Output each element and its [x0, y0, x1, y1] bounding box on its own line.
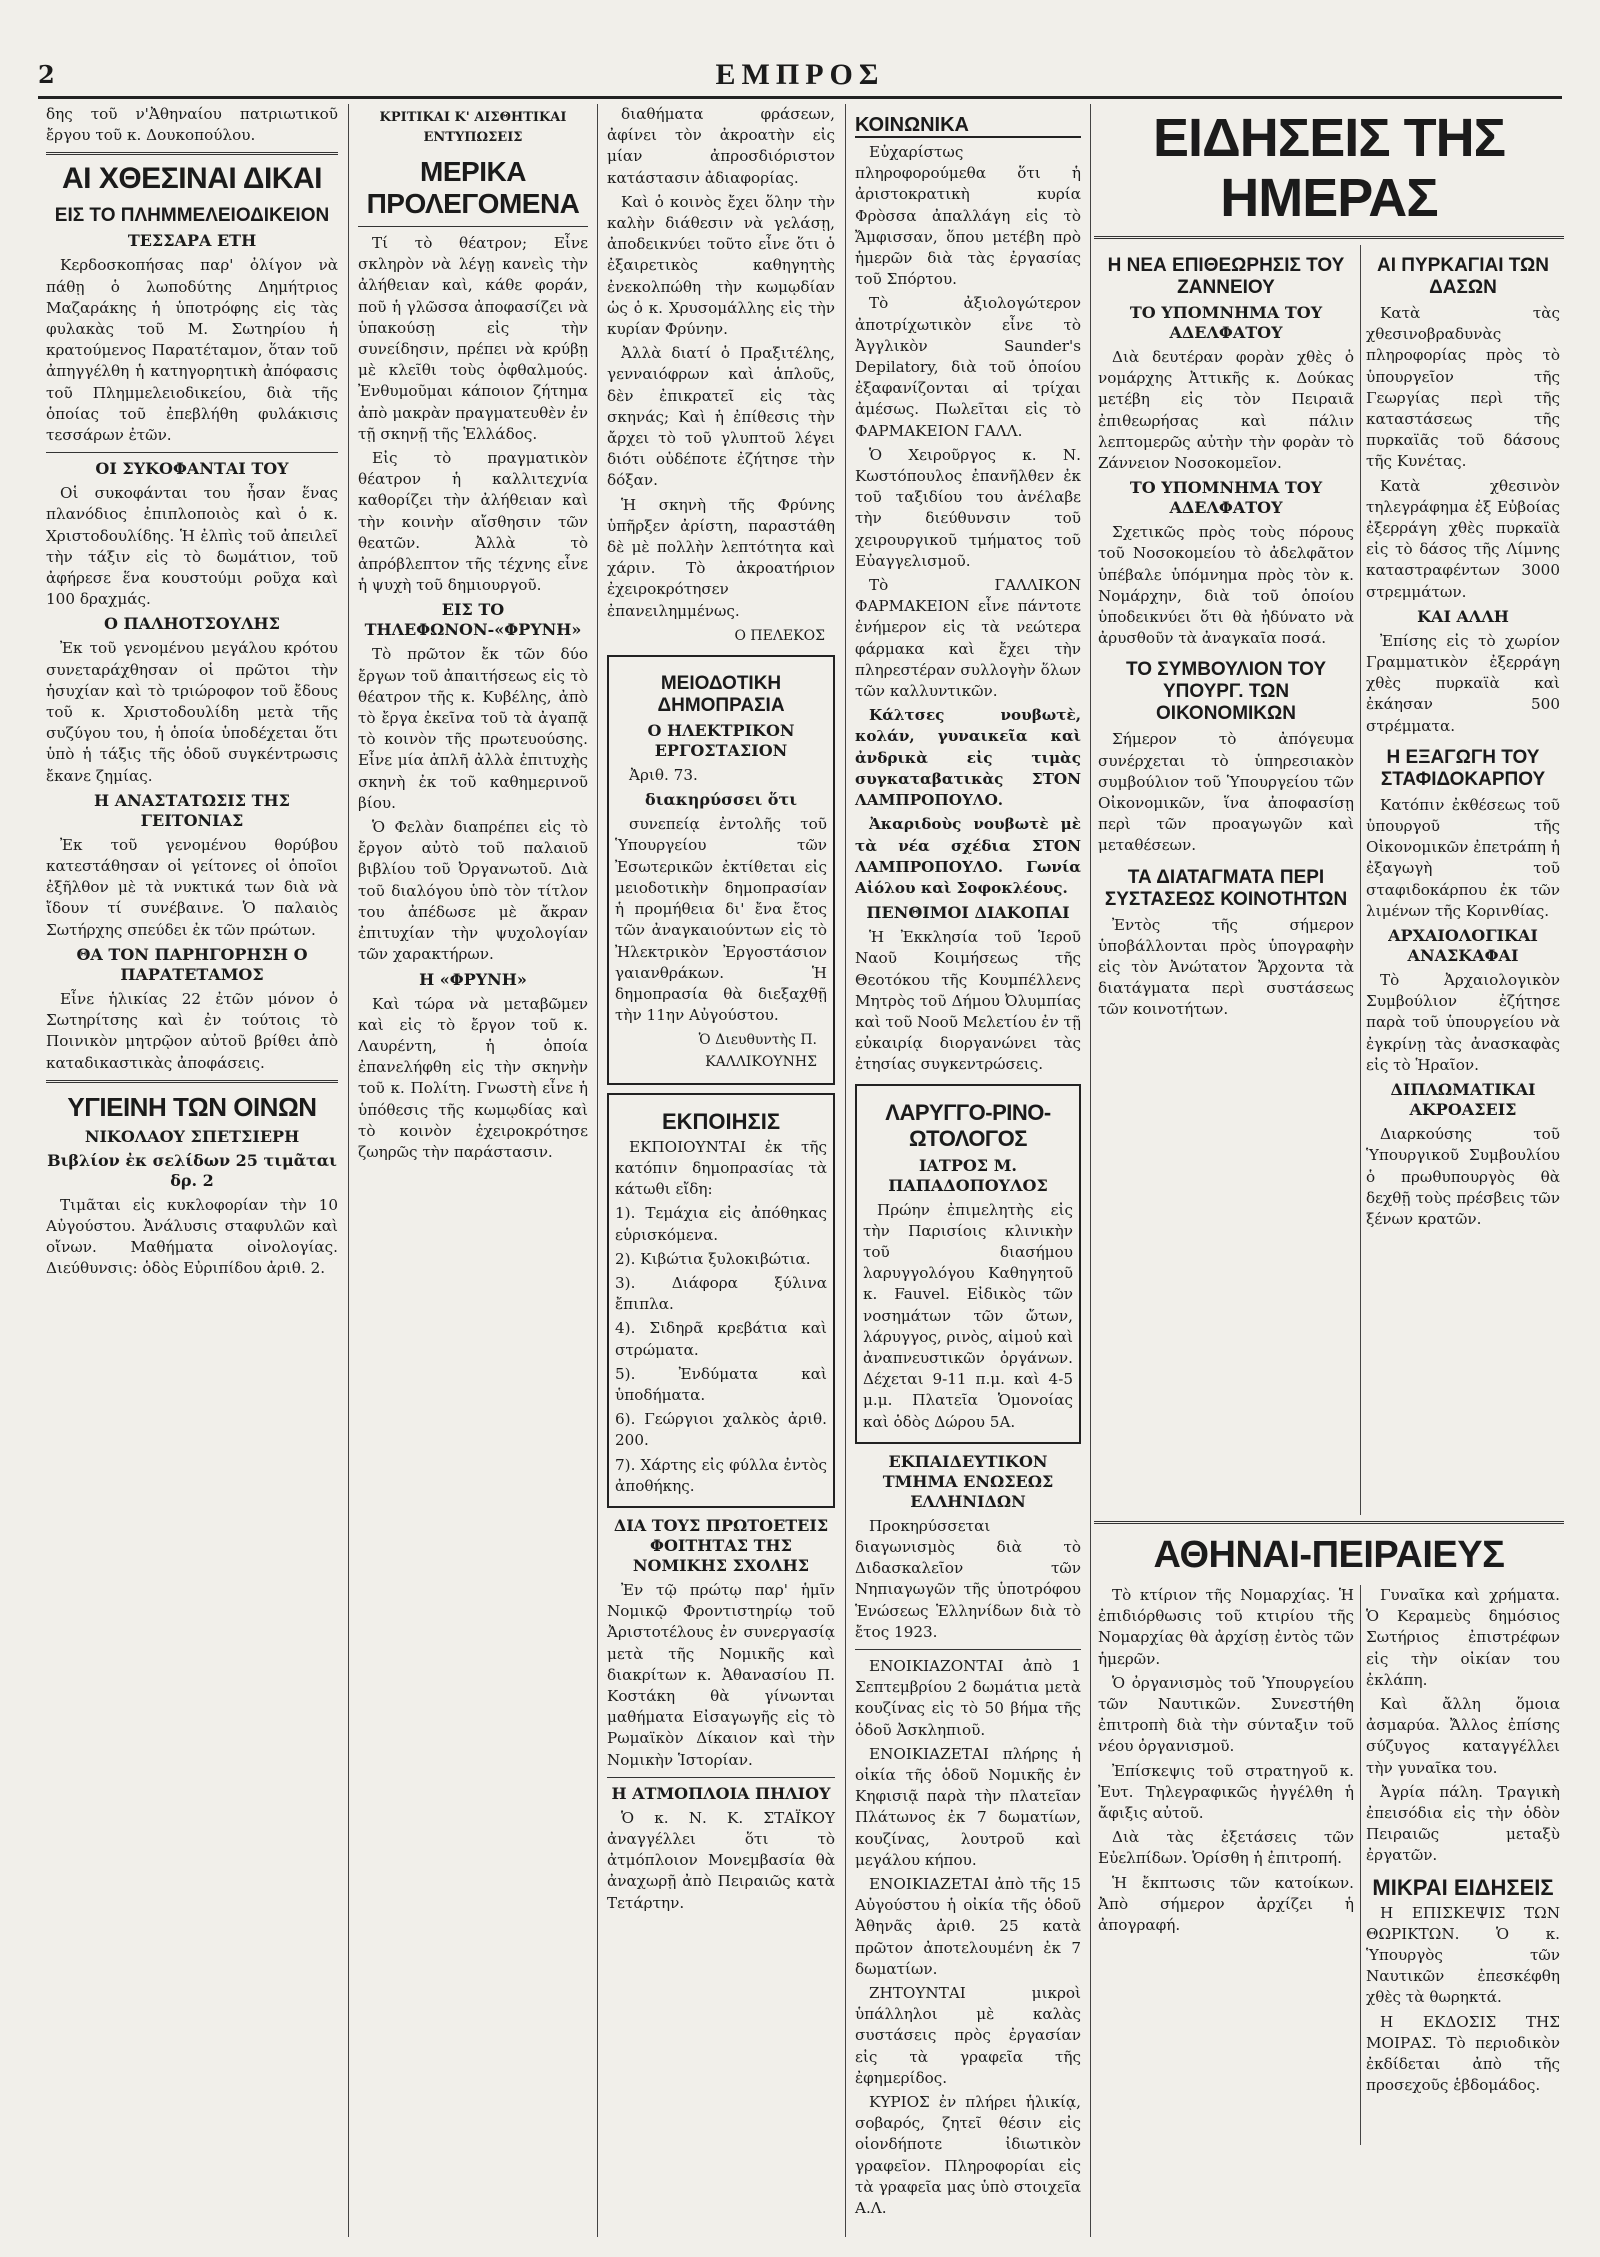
list-item: 4). Σιδηρᾶ κρεβάτια καὶ στρώματα.: [615, 1319, 827, 1359]
paragraph: ΕΚΠΟΙΟΥΝΤΑΙ ἐκ τῆς κατόπιν δημοπρασίας τὰ κάτωθι εἴδη:: [615, 1137, 827, 1199]
news-title: ΕΙΔΗΣΕΙΣ ΤΗΣ ΗΜΕΡΑΣ: [1152, 108, 1506, 228]
paragraph: Σχετικῶς πρὸς τοὺς πόρους τοῦ Νοσοκομείου τὸ ἀδελφᾶτον ὑπέβαλε ὑπόμνημα πρὸς τὸν κ. Νομάρχην, διὰ τοῦ ὁποίου ὑποδεικνύει ὅτι θὰ ἠδύνατο νὰ ἀρυσθοῦν τὰ ἀναγκαῖα ποσά.: [1098, 523, 1354, 648]
column-rule: [1090, 104, 1091, 2237]
list-item: 7). Χάρτης εἰς φύλλα ἐντὸς ἀποθήκης.: [615, 1455, 827, 1495]
section-subheading: ΤΟ ΥΠΟΜΝΗΜΑ ΤΟΥ ΑΔΕΛΦΑΤΟΥ: [1129, 478, 1323, 518]
paragraph: Καὶ ἄλλη ὅμοια ἀσμαρύα. Ἄλλος ἐπίσης σύζυγος καταγγέλλει τὴν γυναῖκα του.: [1366, 1695, 1560, 1777]
intro-text: δης τοῦ ν'Ἀθηναίου πατριωτικοῦ ἔργου τοῦ κ. Δουκοπούλου.: [46, 105, 338, 145]
article-title: ΜΕΡΙΚΑ ΠΡΟΛΕΓΟΜΕΝΑ: [366, 156, 580, 219]
paragraph: Τὸ ΓΑΛΛΙΚΟΝ ΦΑΡΜΑΚΕΙΟΝ εἶνε πάντοτε ἐνήμερον εἰς τὰ νεώτερα φάρμακα καὶ ἔχει τὴν πληρεστέραν συλλογὴν ὅλων τῶν καλλυντικῶν.: [855, 576, 1082, 701]
paragraph: Εἰς τὸ πραγματικὸν θέατρον ἡ καλλιτεχνία καθορίζει τὴν ἀλήθειαν καὶ τὴν κοινὴν αἴσθησιν τῶν θεατῶν. Ἀλλὰ τὸ ἀπρόβλεπτον τῆς τέχνης εἶνε ἡ ψυχὴ τοῦ δημιουργοῦ.: [358, 449, 588, 595]
paragraph: Ἀκαριδοὺς νουβωτὲ μὲ τὰ νέα σχέδια ΣΤΟΝ ΛΑΜΠΡΟΠΟΥΛΟ. Γωνία Αἰόλου καὶ Σοφοκλέους.: [855, 815, 1081, 897]
section-heading: ΑΙ ΠΥΡΚΑΓΙΑΙ ΤΩΝ ΔΑΣΩΝ: [1377, 255, 1549, 298]
paragraph: Διὰ δευτέραν φορὰν χθὲς ὁ νομάρχης Ἀττικῆς κ. Δούκας μετέβη εἰς τὸν Πειραιᾶ ἐπιθεωρήσας καὶ πάλιν λεπτομερῶς αὐτὴν τὴν φορὰν τὸ Ζάννειον Νοσοκομεῖον.: [1098, 348, 1354, 473]
sale-notice: [607, 1093, 835, 1508]
sale-list: [615, 1203, 827, 1497]
paragraph: Εἶνε ἡλικίας 22 ἐτῶν μόνον ὁ Σωτηρίτσης καὶ ἐν τούτοις τὸ Ποινικὸν μητρῷον αὐτοῦ βρίθει ἀπὸ καταδικαστικὰς ἀποφάσεις.: [46, 989, 338, 1072]
section-heading: ΤΟ ΣΥΜΒΟΥΛΙΟΝ ΤΟΥ ΥΠΟΥΡΓ. ΤΩΝ ΟΙΚΟΝΟΜΙΚΩΝ: [1125, 659, 1327, 725]
divider: [358, 226, 588, 227]
column-rule: [597, 104, 598, 2237]
section-kicker: ΚΟΙΝΩΝΙΚΑ: [855, 114, 1081, 138]
ad-name: ΙΑΤΡΟΣ Μ. ΠΑΠΑΔΟΠΟΥΛΟΣ: [888, 1155, 1048, 1195]
divider: [855, 1649, 1081, 1650]
section-heading: ΘΑ ΤΟΝ ΠΑΡΗΓΟΡΗΣΗ Ο ΠΑΡΑΤΕΤΑΜΟΣ: [76, 944, 308, 984]
list-item: 1). Τεμάχια εἰς ἀπόθηκας εὑρισκόμενα.: [615, 1204, 827, 1244]
classified-ad: ΕΝΟΙΚΙΑΖΟΝΤΑΙ ἀπὸ 1 Σεπτεμβρίου 2 δωμάτια μετὰ κουζίνας εἰς τὸ 50 βήμα τῆς ὁδοῦ Ἀσκληπιοῦ.: [855, 1656, 1081, 1739]
paragraph: Τὸ ἀξιολογώτερον ἀποτρίχωτικὸν εἶνε τὸ Ἀγγλικὸν Saunder's Depilatory, διὰ τοῦ ὁποίου ἐξαφανίζονται αἱ τρίχαι ἀμέσως. Πωλεῖται εἰς τὸ ΦΑΡΜΑΚΕΙΟΝ ΓΑΛΛ.: [855, 294, 1081, 440]
paragraph: Κατὰ χθεσινὸν τηλεγράφημα ἐξ Εὐβοίας ἐξερράγη χθὲς πυρκαϊὰ εἰς τὸ δάσος τῆς Λίμνης καταστραφέντων 3000 στρεμμάτων.: [1366, 476, 1560, 601]
notice-title: ΕΚΠΑΙΔΕΥΤΙΚΟΝ ΤΜΗΜΑ ΕΝΩΣΕΩΣ ΕΛΛΗΝΙΔΩΝ: [882, 1451, 1054, 1511]
notice-subtitle: Ο ΗΛΕΚΤΡΙΚΟΝ ΕΡΓΟΣΤΑΣΙΟΝ: [647, 721, 795, 761]
section-heading: Η ΕΞΑΓΩΓΗ ΤΟΥ ΣΤΑΦΙΔΟΚΑΡΠΟΥ: [1380, 746, 1546, 790]
divider: [607, 1777, 835, 1778]
notice-title: Η ΑΤΜΟΠΛΟΙΑ ΠΗΛΙΟΥ: [611, 1783, 831, 1803]
section-subheading: ΚΑΙ ΑΛΛΗ: [1417, 606, 1509, 626]
list-item: 2). Κιβώτια ξυλοκιβώτια.: [615, 1249, 811, 1268]
section-heading: Η ΝΕΑ ΕΠΙΘΕΩΡΗΣΙΣ ΤΟΥ ΖΑΝΝΕΙΟΥ: [1107, 255, 1345, 298]
section-subheading: ΤΟ ΥΠΟΜΝΗΜΑ ΤΟΥ ΑΔΕΛΦΑΤΟΥ: [1129, 303, 1323, 342]
column-2: [352, 104, 594, 2237]
paragraph: Ἀγρία πάλη. Τραγικὴ ἐπεισόδια εἰς τὴν ὁδὸν Πειραιῶς μεταξὺ ἐργατῶν.: [1366, 1782, 1560, 1865]
paragraph: Κερδοσκοπήσας παρ' ὀλίγον νὰ πάθῃ ὁ λωποδύτης Δημήτριος Μαζαράκης ἡ ὑποτρόφης εἰς τὰς φυλακὰς τοῦ Μ. Σωτηρίου ἡ κρατούμενος Παρατέταμον, ὅταν τοῦ ἀπηγγέλθη ἡ κατηγορητικὴ ἀπόφασις τοῦ Πλημμελειοδικείου, διὰ τῆς ὁποίας τοῦ ἐπεβλήθη φυλάκισις τεσσάρων ἐτῶν.: [46, 256, 338, 445]
classified-ad: ΚΥΡΙΟΣ ἐν πλήρει ἡλικίᾳ, σοβαρός, ζητεῖ θέσιν εἰς οἱονδήποτε ἰδιωτικὸν γραφεῖον. Πληροφορίαι εἰς τὰ γραφεῖα μας ὑπὸ στοιχεῖα Α.Λ.: [855, 2093, 1081, 2218]
paragraph: Ἡ Ἐκκλησία τοῦ Ἱεροῦ Ναοῦ Κοιμήσεως τῆς Θεοτόκου τῆς Κουμπέλλενς Μητρὸς τοῦ Δήμου Ὀλυμπίας καὶ τοῦ Νοοῦ Μελετίου ἐν τῇ εὐκαιρίᾳ διοργανώνει τὰς ἐτησίας συγκεντρώσεις.: [855, 928, 1081, 1074]
divider: [1094, 236, 1564, 239]
paragraph: Ἐντὸς τῆς σήμερον ὑποβάλλονται πρὸς ὑπογραφὴν εἰς τὸν Ἀνώτατον Ἄρχοντα τὰ διατάγματα περὶ συστάσεως τῶν κοινοτήτων.: [1098, 915, 1354, 1019]
column-rule: [1360, 1585, 1361, 2145]
ad-author: ΝΙΚΟΛΑΟΥ ΣΠΕΤΣΙΕΡΗ: [84, 1126, 300, 1146]
paragraph: Ἐκ τοῦ γενομένου θορύβου κατεστάθησαν οἱ γείτονες οἱ ὁποῖοι ἐξῆλθον μὲ τὰ νυκτικά των διὰ νὰ ἴδουν τί συνέβαινε. Ὁ παλαιὸς Σωτήρχης σπεύδει ἐκ τῶν πρώτων.: [46, 835, 338, 939]
paragraph: Τὸ κτίριον τῆς Νομαρχίας. Ἡ ἐπιδιόρθωσις τοῦ κτιρίου τῆς Νομαρχίας θὰ ἀρχίσῃ ἐντὸς τῶν ἡμερῶν.: [1098, 1586, 1354, 1668]
city-news-block: [1094, 1585, 1564, 2145]
paragraph: Κατὰ τὰς χθεσινοβραδυνὰς πληροφορίας πρὸς τὸ ὑπουργεῖον τῆς Γεωργίας περὶ τῆς καταστάσεως τῆς πυρκαϊᾶς τοῦ δάσους τῆς Κυνέτας.: [1366, 304, 1560, 471]
section-heading: ΜΙΚΡΑΙ ΕΙΔΗΣΕΙΣ: [1372, 1874, 1554, 1900]
paragraph: Ὁ κ. Ν. Κ. ΣΤΑΪΚΟΥ ἀναγγέλλει ὅτι τὸ ἀτμόπλοιον Μονεμβασία θὰ ἀναχωρῇ ἀπὸ Πειραιῶς κατὰ Τετάρτην.: [607, 1808, 835, 1912]
notice-title: ΕΚΠΟΙΗΣΙΣ: [661, 1108, 781, 1134]
paragraph: Ἡ σκηνὴ τῆς Φρύνης ὑπῆρξεν ἀρίστη, παραστάθη δὲ μὲ πολλὴν λεπτότητα καὶ χάριν. Τὸ ἀκροατήριον ἐχειροκρότησεν ἐπανειλημμένως.: [607, 495, 835, 620]
section-heading: ΕΙΣ ΤΟ ΤΗΛΕΦΩΝΟΝ-«ΦΡΥΝΗ»: [364, 600, 582, 640]
paragraph: Ἐπίσκεψις τοῦ στρατηγοῦ κ. Ἐυτ. Τηλεγραφικῶς ἠγγέλθη ἡ ἄφιξις αὐτοῦ.: [1098, 1761, 1354, 1823]
divider: [46, 452, 338, 453]
paragraph: Καὶ ὁ κοινὸς ἔχει ὅλην τὴν καλὴν διάθεσιν νὰ γελάσῃ, ἀποδεικνύει τοῦτο εἶνε ὅτι ὁ ἐξαιρετικὸς καθηγητὴς ἐνεκολπώθη τὴν κωμῳδίαν ὡς ὁ κ. Χρυσομάλλης εἰς τὴν κυρίαν Φρύνην.: [607, 192, 835, 339]
notice-title: ΔΙΑ ΤΟΥΣ ΠΡΩΤΟΕΤΕΙΣ ΦΟΙΤΗΤΑΣ ΤΗΣ ΝΟΜΙΚΗΣ ΣΧΟΛΗΣ: [613, 1515, 829, 1575]
section-kicker: ΚΡΙΤΙΚΑΙ Κ' ΑΙΣΘΗΤΙΚΑΙ ΕΝΤΥΠΩΣΕΙΣ: [379, 110, 567, 145]
auction-notice: [607, 655, 835, 1085]
city-left: [1098, 1585, 1354, 1939]
column-5: [1094, 104, 1564, 2237]
section-heading: Η ΑΝΑΣΤΑΤΩΣΙΣ ΤΗΣ ΓΕΙΤΟΝΙΑΣ: [94, 790, 290, 830]
signature: Ο ΠΕΛΕΚΟΣ: [734, 627, 825, 644]
top-rule: [38, 96, 1562, 99]
divider: [46, 1080, 338, 1083]
news-left: [1098, 245, 1354, 1024]
paragraph: Ὁ Χειροῦργος κ. Ν. Κωστόπουλος ἐπανῆλθεν ἐκ τοῦ ταξιδίου του ἀνέλαβε τὴν διεύθυνσιν τοῦ χειρουργικοῦ τμήματος τοῦ Εὐαγγελισμοῦ.: [855, 445, 1081, 570]
divider: [46, 152, 338, 155]
doctor-ad: [855, 1084, 1081, 1444]
article-title: ΑΙ ΧΘΕΣΙΝΑΙ ΔΙΚΑΙ: [62, 162, 322, 196]
column-rule: [845, 104, 846, 2237]
classified-ad: ΖΗΤΟΥΝΤΑΙ μικροὶ ὑπάλληλοι μὲ καλὰς συστάσεις πρὸς ἐργασίαν εἰς τὰ γραφεῖα τῆς ἐφημερίδος.: [855, 1984, 1081, 2087]
notice-title: ΜΕΙΟΔΟΤΙΚΗ ΔΗΜΟΠΡΑΣΙΑ: [657, 673, 785, 717]
list-item: 3). Διάφορα ξύλινα ἔπιπλα.: [615, 1273, 827, 1314]
divider: [1094, 1521, 1564, 1524]
paragraph: Οἱ συκοφάνται του ἦσαν ἕνας πλανόδιος ἐπιπλοποιὸς καὶ ὁ κ. Χριστοδουλίδης. Ἡ ἐλπὶς τοῦ ἀπειλεῖ τὴν τάξιν εἰς τὸ δωμάτιον, τοῦ ἀφήρεσε ἕνα κουστούμι ροῦχα καὶ 100 δραχμάς.: [46, 484, 338, 609]
paragraph: συνεπείᾳ ἐντολῆς τοῦ Ὑπουργείου τῶν Ἐσωτερικῶν ἐκτίθεται εἰς μειοδοτικὴν δημοπρασίαν ἡ προμήθεια δι' ἔνα ἔτος τῶν ἀναγκαιούντων εἰς τὸ Ἠλεκτρικὸν Ἐργοστάσιον γαιανθράκων. Ἡ δημοπρασία θὰ διεξαχθῇ τὴν 11ην Αὐγούστου.: [615, 815, 827, 1025]
notice-article: Ἀριθ. 73.: [629, 766, 698, 785]
section-heading: ΑΡΧΑΙΟΛΟΓΙΚΑΙ ΑΝΑΣΚΑΦΑΙ: [1388, 926, 1538, 966]
column-4: [849, 104, 1087, 2237]
paragraph: Κάλτσες νουβωτὲ, κολάν, γυναικεῖα καὶ ἀνδρικὰ εἰς τιμὰς συγκαταβατικὰς ΣΤΟΝ ΛΑΜΠΡΟΠΟΥΛΟ.: [855, 706, 1081, 810]
paragraph: Ὁ Φελὰν διαπρέπει εἰς τὸ ἔργον αὐτὸ τοῦ παλαιοῦ βιβλίου τοῦ Ὀργανωτοῦ. Διὰ τοῦ διαλόγου ὑπὸ τὸν τίτλον του ἀπέδωσε μὲ ἄκραν ἐπιτυχίαν τὴν ψυχολογίαν τῶν χαρακτήρων.: [358, 818, 588, 964]
section-heading: ΤΑ ΔΙΑΤΑΓΜΑΤΑ ΠΕΡΙ ΣΥΣΤΑΣΕΩΣ ΚΟΙΝΟΤΗΤΩΝ: [1104, 866, 1348, 910]
paragraph: Τί τὸ θέατρον; Εἶνε σκληρὸν νὰ λέγῃ κανεὶς τὴν ἀλήθειαν καὶ, κάθε φοράν, ποῦ ἡ γλῶσσα ἀποφασίζει νὰ ὑπακούσῃ εἰς τὴν συνείδησιν, πρέπει νὰ κρύβῃ μὲ κλεῖθι τοὺς ὀφθαλμούς. Ἐνθυμοῦμαι κάποιον ζήτημα ἀπὸ μακρὰν πραγματευθὲν ἐν τῇ σκηνῇ τῆς Ἑλλάδος.: [358, 234, 588, 443]
paragraph: Ὁ ὀργανισμὸς τοῦ Ὑπουργείου τῶν Ναυτικῶν. Συνεστήθη ἐπιτροπὴ διὰ τὴν σύνταξιν τοῦ νέου ὀργανισμοῦ.: [1098, 1673, 1354, 1756]
signature: Ὁ Διευθυντὴς Π. ΚΑΛΛΙΚΟΥΝΗΣ: [698, 1032, 817, 1070]
news-right: [1366, 245, 1560, 1233]
notice-lead: διακηρύσσει ὅτι: [645, 790, 797, 810]
section-heading: ΔΙΠΛΩΜΑΤΙΚΑΙ ΑΚΡΟΑΣΕΙΣ: [1390, 1080, 1536, 1120]
section-heading: ΤΕΣΣΑΡΑ ΕΤΗ: [127, 231, 257, 251]
news-top-block: [1094, 245, 1564, 1515]
page-number: 2: [38, 60, 55, 89]
paragraph: Πρώην ἐπιμελητὴς εἰς τὴν Παρισίοις κλινικὴν τοῦ διασήμου λαρυγγολόγου Καθηγητοῦ κ. Fauvel. Εἰδικὸς τῶν νοσημάτων τῶν ὤτων, λάρυγγος, ρινὸς, αἱμοὐ καὶ ἀναπνευστικῶν ὀργάνων. Δέχεται 9-11 π.μ. καὶ 4-5 μ.μ. Πλατεῖα Ὁμονοίας καὶ ὁδὸς Δώρου 5Α.: [863, 1200, 1073, 1431]
list-item: 5). Ἐνδύματα καὶ ὑποδήματα.: [615, 1364, 827, 1404]
ad-note: Βιβλίον ἐκ σελίδων 25 τιμᾶται δρ. 2: [47, 1150, 337, 1190]
city-right: [1366, 1585, 1560, 2099]
paragraph: Η ΕΠΙΣΚΕΨΙΣ ΤΩΝ ΘΩΡΙΚΤΩΝ. Ὁ κ. Ὑπουργὸς τῶν Ναυτικῶν ἐπεσκέφθη χθὲς τὰ θωρηκτά.: [1366, 1903, 1560, 2007]
paragraph: Τὸ πρῶτον ἔκ τῶν δύο ἔργων τοῦ ἀπαιτήσεως εἰς τὸ θέατρον τῆς κ. Κυβέλης, ἀπὸ τὸ ἔργα ἐκεῖνα τοῦ τὰ ἀγαπᾷ τὸ κοινὸν τῆς πρωτευούσης. Εἶνε μία ἀπλῆ ἀλλὰ ἐπιτυχὴς σκηνὴ ἐκ τοῦ καθημερινοῦ βίου.: [358, 645, 588, 812]
paragraph: Ἐκ τοῦ γενομένου μεγάλου κρότου συνεταράχθησαν οἱ πρῶτοι τὴν ἡσυχίαν καὶ τὸ τριώροφον τοῦ ἔδους τοῦ κ. Χριστοδουλίδη μετὰ τῆς συζύγου του, ἡ ὁποία ὑποδέχεται ὅτι ὑπὸ ἡ τάξις τῆς ὁδοῦ συγκέντρωσις ἔκανε ζημίας.: [46, 639, 338, 785]
ad-title: ΥΓΙΕΙΝΗ ΤΩΝ ΟΙΝΩΝ: [67, 1091, 317, 1122]
paragraph: Η ΕΚΔΟΣΙΣ ΤΗΣ ΜΟΙΡΑΣ. Τὸ περιοδικὸν ἐκδίδεται ἀπὸ τῆς προσεχοῦς ἑβδομάδος.: [1366, 2012, 1560, 2095]
paragraph: διαθήματα φράσεων, ἀφίνει τὸν ἀκροατὴν εἰς μίαν ἀπροσδιόριστον κατάστασιν ἀδιαφορίας.: [607, 105, 835, 187]
paragraph: Προκηρύσσεται διαγωνισμὸς διὰ τὸ Διδασκαλεῖον τῶν Νηπιαγωγῶν τῆς ὑποτρόφου Ἑνώσεως Ἑλληνίδων διὰ τὸ ἔτος 1923.: [855, 1516, 1081, 1641]
section-heading: ΠΕΝΘΙΜΟΙ ΔΙΑΚΟΠΑΙ: [866, 903, 1070, 923]
paragraph: Ἡ ἔκπτωσις τῶν κατοίκων. Ἀπὸ σήμερον ἀρχίζει ἡ ἀπογραφή.: [1098, 1873, 1354, 1935]
paragraph: Σήμερον τὸ ἀπόγευμα συνέρχεται τὸ ὑπηρεσιακὸν συμβούλιον τοῦ Ὑπουργείου τῶν Οἰκονομικῶν, ἵνα ἀποφασίσῃ περὶ τῶν προαγωγῶν καὶ μεταθέσεων.: [1098, 730, 1354, 855]
paragraph: Ἐπίσης εἰς τὸ χωρίον Γραμματικὸν ἐξερράγη χθὲς πυρκαϊὰ καὶ ἐκάησαν 500 στρέμματα.: [1366, 631, 1560, 735]
ad-title: ΛΑΡΥΓΓΟ-ΡΙΝΟ-ΩΤΟΛΟΓΟΣ: [885, 1099, 1051, 1151]
paragraph: Τιμᾶται εἰς κυκλοφορίαν τὴν 10 Αὐγούστου. Ἀνάλυσις σταφυλῶν καὶ οἴνων. Μαθήματα οἰνολογίας. Διεύθυνσις: ὁδὸς Εὐριπίδου ἀριθ. 2.: [46, 1195, 338, 1278]
paragraph: Εὐχαρίστως πληροφορούμεθα ὅτι ἡ ἀριστοκρατικὴ κυρία Φρὸσσα ἀπαλλάγη εἰς τὸ Ἄμφισσαν, ὅπου μετέβη πρὸ ἡμερῶν διὰ τὰς ἐργασίας τοῦ Σπόρτου.: [855, 143, 1081, 289]
paragraph: Τὸ Ἀρχαιολογικὸν Συμβούλιον ἐζήτησε παρὰ τοῦ ὑπουργείου νὰ ἐγκρίνῃ τὰς ἀνασκαφὰς εἰς τὸ Ἡραῖον.: [1366, 971, 1560, 1074]
classified-ad: ΕΝΟΙΚΙΑΖΕΤΑΙ ἀπὸ τῆς 15 Αὐγούστου ἡ οἰκία τῆς ὁδοῦ Ἀθηνᾶς ἀριθ. 25 κατὰ πρῶτον ἀποτελουμένη ἐκ 7 δωματίων.: [855, 1875, 1081, 1978]
article-subtitle: ΕΙΣ ΤΟ ΠΛΗΜΜΕΛΕΙΟΔΙΚΕΙΟΝ: [54, 205, 330, 227]
section-heading: Η «ΦΡΥΝΗ»: [419, 969, 527, 989]
city-news-title: ΑΘΗΝΑΙ-ΠΕΙΡΑΙΕΥΣ: [1153, 1534, 1505, 1576]
section-heading: Ο ΠΑΛΗΟΤΣΟΥΛΗΣ: [104, 614, 280, 634]
list-item: 6). Γεώργιοι χαλκὸς ἀριθ. 200.: [615, 1410, 827, 1450]
paragraph: Ἀλλὰ διατί ὁ Πραξιτέλης, γενναιόφρων καὶ ἁπλοῦς, δὲν ἐπικρατεῖ εἰς τὰς σκηνάς; Καὶ ἡ ἐπίθεσις τὴν ἄρχει τὸ τοῦ γλυπτοῦ λέγει διότι οὐδέποτε ἐζήτησε τὴν δόξαν.: [607, 344, 835, 490]
paragraph: Γυναῖκα καὶ χρήματα. Ὁ Κεραμεὺς δημόσιος Σωτήριος ἐπιστρέφων εἰς τὴν οἰκίαν του ἐκλάπη.: [1366, 1586, 1560, 1689]
classified-ad: ΕΝΟΙΚΙΑΖΕΤΑΙ πλήρης ἡ οἰκία τῆς ὁδοῦ Νομικῆς ἐν Κηφισιᾷ παρὰ τὴν πλατεῖαν Πλάτωνος ἐκ 7 δωματίων, κουζίνας, λουτροῦ καὶ μεγάλου κήπου.: [855, 1744, 1081, 1869]
paragraph: Ἐν τῷ πρώτῳ παρ' ἡμῖν Νομικῷ Φροντιστηρίῳ τοῦ Ἀριστοτέλους ἐν συνεργασίᾳ μετὰ τῆς Νομικῆς καὶ διακρίτων κ. Ἀθανασίου Π. Κοστάκη θὰ γίνωνται μαθήματα Εἰσαγωγῆς εἰς τὸ Ρωμαϊκὸν Δίκαιον καὶ τὴν Νομικὴν Ἱστορίαν.: [607, 1580, 835, 1769]
paragraph: Καὶ τώρα νὰ μεταβῶμεν καὶ εἰς τὸ ἔργον τοῦ κ. Λαυρέντη, ἡ ὁποία ἐπανελήφθη εἰς τὴν σκηνὴν τοῦ κ. Πολίτη. Γνωστὴ εἶνε ἡ ὑπόθεσις τῆς κωμῳδίας καὶ τὸ κοινὸν ἐχειροκρότησε ζωηρῶς τὴν παράστασιν.: [358, 994, 588, 1161]
paragraph: Κατόπιν ἐκθέσεως τοῦ ὑπουργοῦ τῆς Οἰκονομικῶν ἐπετράπη ἡ ἐξαγωγὴ τοῦ σταφιδοκάρπου ἐκ τῶν λιμένων τῆς Κορινθίας.: [1366, 795, 1560, 920]
section-heading: ΟΙ ΣΥΚΟΦΑΝΤΑΙ ΤΟΥ: [95, 459, 289, 479]
column-1: [40, 104, 344, 2237]
paragraph: Διὰ τὰς ἐξετάσεις τῶν Εὐελπίδων. Ὁρίσθη ἡ ἐπιτροπή.: [1098, 1828, 1354, 1868]
column-3: [601, 104, 841, 2237]
column-rule: [1360, 245, 1361, 1515]
masthead: ΕΜΠΡΟΣ: [715, 58, 885, 91]
paragraph: Διαρκούσης τοῦ Ὑπουργικοῦ Συμβουλίου ὁ πρωθυπουργὸς θὰ δεχθῇ τοὺς πρέσβεις τῶν ξένων κρατῶν.: [1366, 1125, 1560, 1228]
column-rule: [348, 104, 349, 2237]
